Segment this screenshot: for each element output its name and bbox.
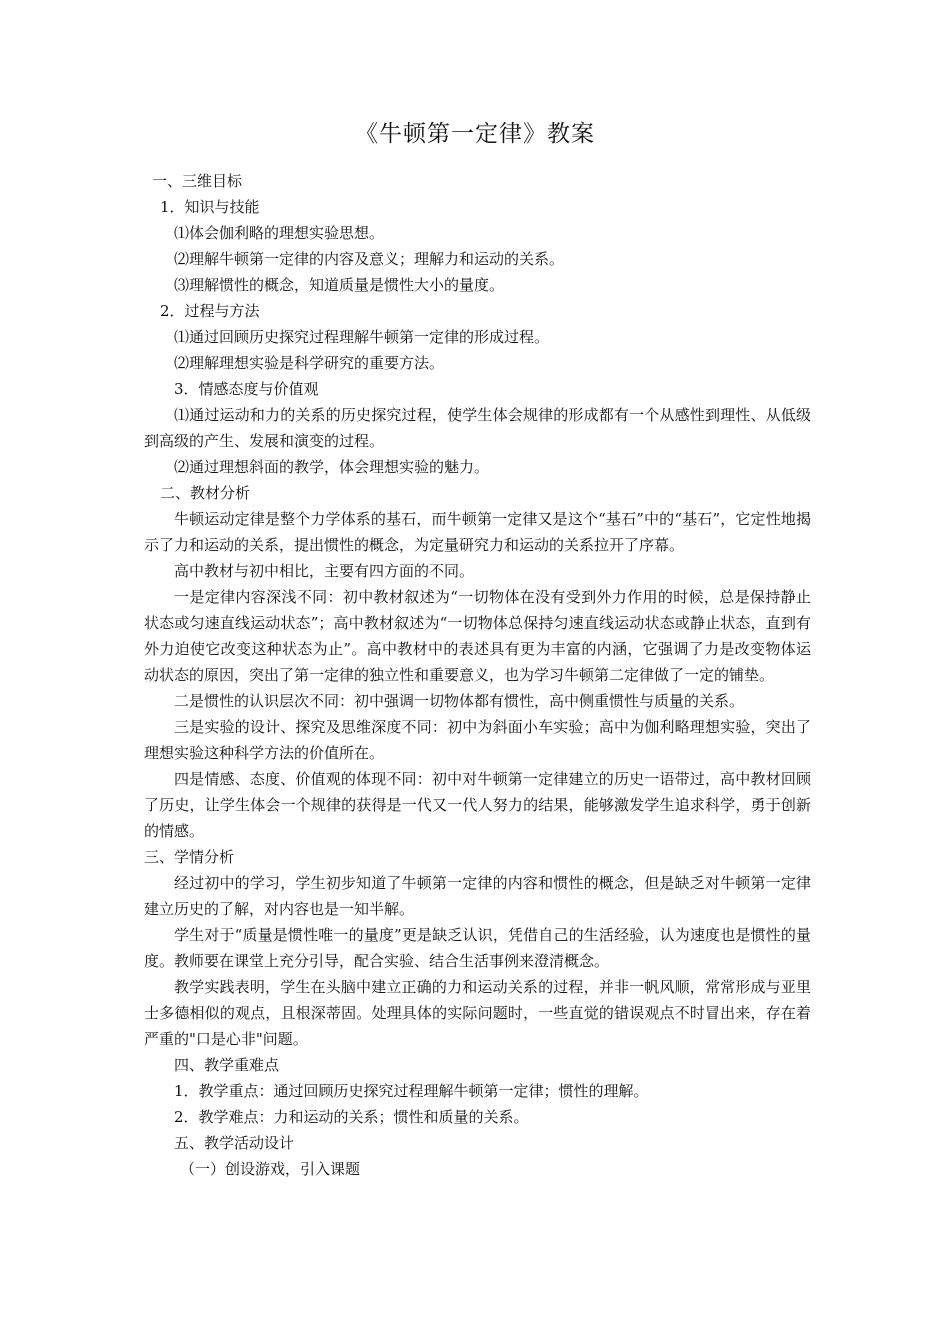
section-heading-learner-analysis: 三、学情分析 [144, 848, 235, 866]
subheading-knowledge-skills: 1．知识与技能 [160, 198, 260, 216]
list-item: ⑵通过理想斜面的教学，体会理想实验的魅力。 [174, 458, 490, 476]
list-item: ⑴通过运动和力的关系的历史探究过程，使学生体会规律的形成都有一个从感性到理性、从低级到高级的产生、发展和演变的过程。 [144, 406, 811, 450]
subheading-game-intro: （一）创设游戏，引入课题 [180, 1160, 361, 1178]
list-item: ⑶理解惯性的概念，知道质量是惯性大小的量度。 [174, 276, 505, 294]
list-item: ⑵理解牛顿第一定律的内容及意义；理解力和运动的关系。 [174, 250, 565, 268]
list-item: ⑴通过回顾历史探究过程理解牛顿第一定律的形成过程。 [174, 328, 550, 346]
subheading-process-methods: 2．过程与方法 [160, 302, 260, 320]
body-paragraph: 二是惯性的认识层次不同：初中强调一切物体都有惯性，高中侧重惯性与质量的关系。 [174, 692, 745, 710]
section-heading-objectives: 一、三维目标 [152, 172, 243, 190]
body-paragraph: 牛顿运动定律是整个力学体系的基石，而牛顿第一定律又是这个“基石”中的“基石”，它定性地揭示了力和运动的关系，提出惯性的概念，为定量研究力和运动的关系拉开了序幕。 [144, 510, 811, 554]
section-heading-activity-design: 五、教学活动设计 [174, 1134, 295, 1152]
list-item: 2．教学难点：力和运动的关系；惯性和质量的关系。 [174, 1108, 529, 1126]
body-paragraph: 一是定律内容深浅不同：初中教材叙述为“一切物体在没有受到外力作用的时候，总是保持静止状态或匀速直线运动状态”；高中教材叙述为“一切物体总保持匀速直线运动状态或静止状态，直到有外力迫使它改变这种状态为止”。高中教材中的表述具有更为丰富的内涵，它强调了力是改变物体运动状态的原因，突出了第一定律的独立性和重要意义，也为学习牛顿第二定律做了一定的铺垫。 [144, 588, 811, 684]
list-item: ⑴体会伽利略的理想实验思想。 [174, 224, 385, 242]
subheading-attitudes-values: 3．情感态度与价值观 [174, 380, 319, 398]
document-title: 《牛顿第一定律》教案 [355, 121, 595, 147]
list-item: 1．教学重点：通过回顾历史探究过程理解牛顿第一定律；惯性的理解。 [174, 1082, 649, 1100]
body-paragraph: 高中教材与初中相比，主要有四方面的不同。 [174, 562, 475, 580]
section-heading-key-points: 四、教学重难点 [174, 1056, 280, 1074]
body-paragraph: 教学实践表明，学生在头脑中建立正确的力和运动关系的过程，并非一帆风顺，常常形成与亚里士多德相似的观点，且根深蒂固。处理具体的实际问题时，一些直觉的错误观点不时冒出来，存在着严重的"口是心非"问题。 [144, 978, 811, 1048]
body-paragraph: 学生对于“质量是惯性唯一的量度”更是缺乏认识，凭借自己的生活经验，认为速度也是惯性的量度。教师要在课堂上充分引导，配合实验、结合生活事例来澄清概念。 [144, 926, 811, 970]
list-item: ⑵理解理想实验是科学研究的重要方法。 [174, 354, 445, 372]
section-heading-textbook-analysis: 二、教材分析 [160, 484, 251, 502]
document-body [144, 168, 811, 1182]
body-paragraph: 四是情感、态度、价值观的体现不同：初中对牛顿第一定律建立的历史一语带过，高中教材回顾了历史，让学生体会一个规律的获得是一代又一代人努力的结果，能够激发学生追求科学，勇于创新的情感。 [144, 770, 811, 840]
body-paragraph: 三是实验的设计、探究及思维深度不同：初中为斜面小车实验；高中为伽利略理想实验，突出了理想实验这种科学方法的价值所在。 [144, 718, 811, 762]
body-paragraph: 经过初中的学习，学生初步知道了牛顿第一定律的内容和惯性的概念，但是缺乏对牛顿第一定律建立历史的了解，对内容也是一知半解。 [144, 874, 811, 918]
